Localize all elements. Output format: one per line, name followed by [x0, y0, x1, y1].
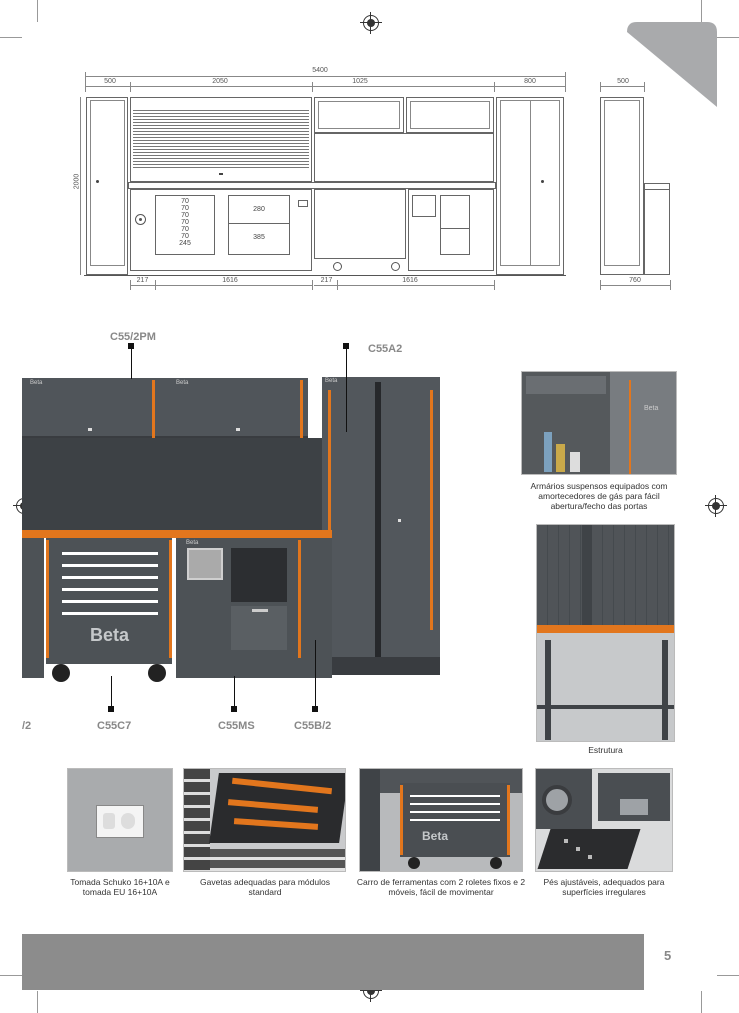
dim-side-bottom: 760 [629, 277, 641, 284]
wall-cabinet-right [162, 378, 308, 438]
dim-side-top: 500 [617, 78, 629, 85]
dim-total: 5400 [312, 67, 328, 74]
photo-tool-cart [359, 768, 523, 872]
b2-module [296, 538, 332, 678]
crop-mark [37, 991, 38, 1013]
dim-width-3: 1025 [352, 78, 368, 85]
crop-mark [0, 975, 22, 976]
crop-mark [717, 975, 739, 976]
caption-drawers: Gavetas adequadas para módulos standard [200, 877, 330, 897]
crop-mark [717, 37, 739, 38]
dim-bottom-2: 1616 [222, 277, 238, 284]
dim-bottom-3: 217 [320, 277, 333, 284]
product-code: C55MS [218, 720, 255, 732]
caption-socket: Tomada Schuko 16+10A e tomada EU 16+10A [70, 877, 170, 897]
corner-tab [627, 22, 717, 107]
photo-adjustable-feet [535, 768, 673, 872]
wall-cabinet-left [22, 378, 162, 438]
cart-wheel [52, 664, 70, 682]
caption-adjustable-feet: Pés ajustáveis, adequados para superfícies irregulares [543, 877, 665, 897]
product-code: C55A2 [368, 343, 403, 355]
dim-bottom-1: 217 [136, 277, 149, 284]
dim-bottom-4: 1616 [402, 277, 418, 284]
photo-socket [67, 768, 173, 872]
worktop [22, 530, 332, 538]
crop-mark [0, 37, 22, 38]
dim-width-1: 500 [104, 78, 116, 85]
brand-logo-large: Beta [422, 829, 449, 843]
crop-mark [701, 991, 702, 1013]
registration-mark-icon [363, 15, 379, 31]
caption-cabinets: Armários suspensos equipados com amortecedores de gás para fácil abertura/fecho das portas [530, 481, 668, 511]
brand-logo-small: Beta [186, 540, 199, 546]
dim-height: 2000 [73, 173, 81, 190]
drawing-panel-module [228, 195, 290, 255]
crop-mark [37, 0, 38, 22]
footer-bar [22, 934, 644, 990]
tall-cabinet [322, 377, 440, 675]
caption-tool-cart: Carro de ferramentas com 2 roletes fixos e 2 móveis, fácil de movimentar [356, 877, 526, 897]
brand-logo-small: Beta [325, 378, 338, 384]
crop-mark [701, 0, 702, 22]
dim-width-4: 800 [524, 78, 536, 85]
brand-logo-small: Beta [644, 405, 659, 412]
product-code: C55B/2 [294, 720, 332, 732]
registration-mark-icon [708, 498, 724, 514]
cart-wheel [148, 664, 166, 682]
photo-drawers [183, 768, 346, 872]
page-number: 5 [664, 948, 672, 963]
product-code: C55/2PM [110, 331, 156, 343]
product-code: C55C7 [97, 720, 132, 732]
photo-structure [536, 524, 675, 742]
brand-logo-small: Beta [30, 380, 43, 386]
brand-logo-large: Beta [90, 625, 130, 645]
photo-wall-cabinets [521, 371, 677, 475]
drawing-shutter-slats [133, 108, 309, 170]
caption-structure: Estrutura [588, 745, 623, 755]
product-code-partial: /2 [22, 720, 32, 732]
brand-logo-small: Beta [176, 380, 189, 386]
dim-width-2: 2050 [212, 78, 228, 85]
